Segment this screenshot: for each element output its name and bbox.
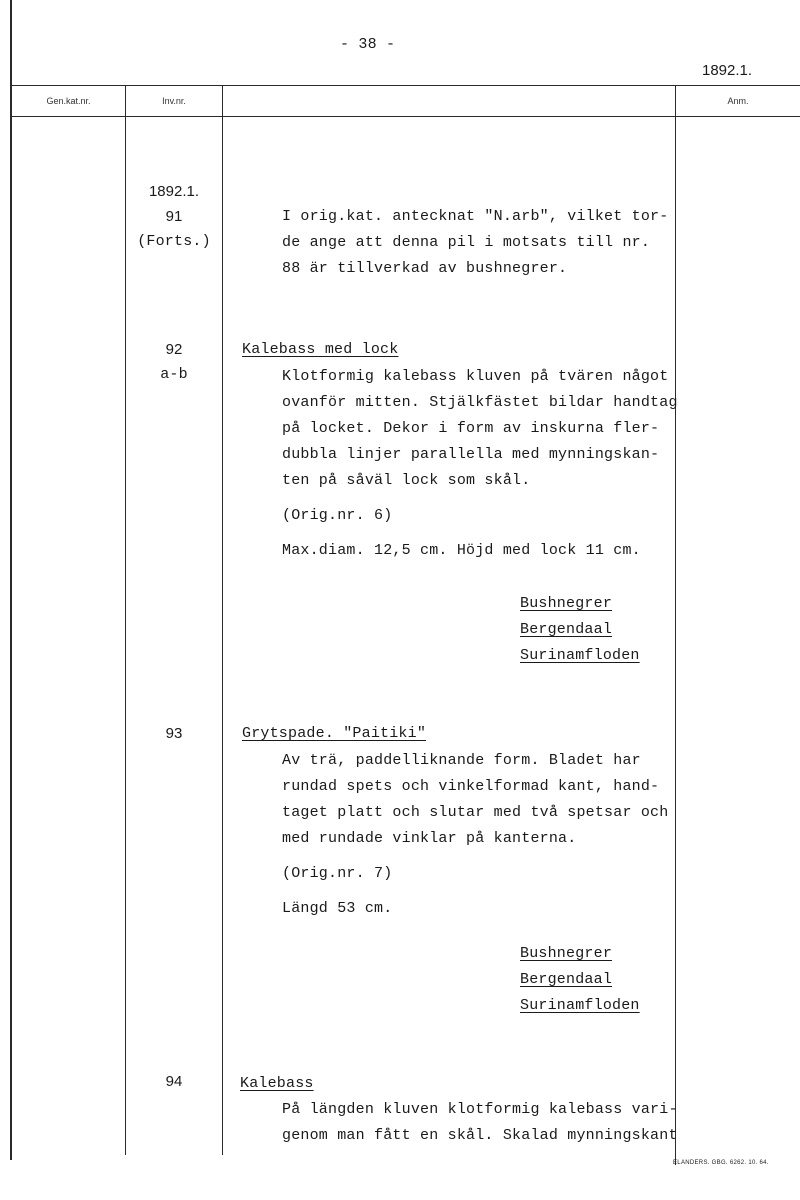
entry-92-line-5: ten på såväl lock som skål. xyxy=(282,472,531,489)
entry-94-line-2: genom man fått en skål. Skalad mynningskant xyxy=(282,1127,678,1144)
entry-93-number: 93 xyxy=(165,725,183,742)
entry-92-origin-people: Bushnegrer xyxy=(520,595,613,612)
entry-93-line-3: taget platt och slutar med två spetsar och xyxy=(282,804,669,821)
header-top-rule xyxy=(10,85,800,86)
entry-92-origin-river: Surinamfloden xyxy=(520,647,640,664)
entry-91-catalog: 1892.1. xyxy=(148,183,200,200)
entry-92-origin-place: Bergendaal xyxy=(520,621,613,638)
entry-92-title: Kalebass med lock xyxy=(242,341,399,358)
printer-footer: ELANDERS. GBG. 6262. 10. 64. xyxy=(673,1160,769,1166)
entry-92-sub: a-b xyxy=(160,366,188,383)
entry-92-measurements: Max.diam. 12,5 cm. Höjd med lock 11 cm. xyxy=(282,542,641,559)
entry-92-line-1: Klotformig kalebass kluven på tvären något xyxy=(282,368,669,385)
entry-91-number: 91 xyxy=(165,208,183,225)
entry-91-line-3: 88 är tillverkad av bushnegrer. xyxy=(282,260,568,277)
entry-93-origin-river: Surinamfloden xyxy=(520,997,640,1014)
entry-92-orig-nr: (Orig.nr. 6) xyxy=(282,507,393,524)
entry-92-number: 92 xyxy=(165,341,183,358)
column-divider-text-anm xyxy=(675,85,676,1165)
entry-93-origin-people: Bushnegrer xyxy=(520,945,613,962)
entry-92-line-4: dubbla linjer parallella med mynningskan- xyxy=(282,446,660,463)
entry-93-origin-place: Bergendaal xyxy=(520,971,613,988)
entry-91-forts: (Forts.) xyxy=(137,233,211,250)
entry-93-measurements: Längd 53 cm. xyxy=(282,900,393,917)
entry-91-line-2: de ange att denna pil i motsats till nr. xyxy=(282,234,651,251)
entry-92-line-3: på locket. Dekor i form av inskurna fler- xyxy=(282,420,660,437)
entry-93-line-2: rundad spets och vinkelformad kant, hand- xyxy=(282,778,660,795)
entry-94-number: 94 xyxy=(165,1073,183,1090)
column-header-gen-kat-nr: Gen.kat.nr. xyxy=(46,96,91,106)
entry-93-line-1: Av trä, paddelliknande form. Bladet har xyxy=(282,752,641,769)
entry-93-line-4: med rundade vinklar på kanterna. xyxy=(282,830,577,847)
entry-94-title: Kalebass xyxy=(240,1075,314,1092)
column-divider-inv-text xyxy=(222,85,223,1155)
column-header-anm: Anm. xyxy=(727,96,749,106)
left-margin-line xyxy=(10,0,12,1160)
entry-92-line-2: ovanför mitten. Stjälkfästet bildar handtag xyxy=(282,394,678,411)
entry-93-title: Grytspade. "Paitiki" xyxy=(242,725,427,742)
entry-91-line-1: I orig.kat. antecknat "N.arb", vilket tor- xyxy=(282,208,669,225)
catalog-id-header: 1892.1. xyxy=(702,62,753,79)
page-number: - 38 - xyxy=(340,36,396,53)
column-header-inv-nr: Inv.nr. xyxy=(162,96,186,106)
header-bottom-rule xyxy=(10,116,800,117)
entry-93-orig-nr: (Orig.nr. 7) xyxy=(282,865,393,882)
entry-94-line-1: På längden kluven klotformig kalebass vari- xyxy=(282,1101,678,1118)
